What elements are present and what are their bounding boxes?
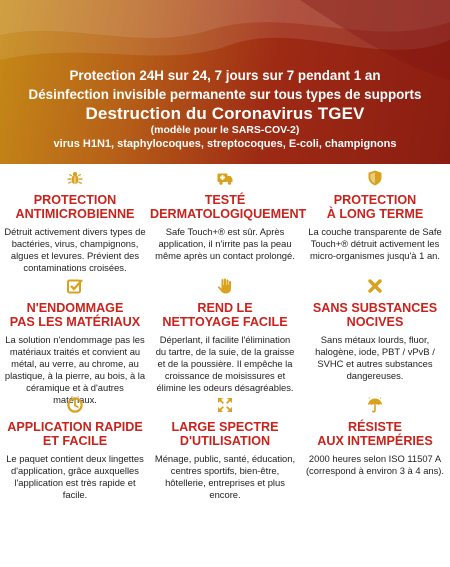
feature-title: TESTÉ DERMATOLOGIQUEMENT <box>150 193 307 221</box>
header-line-protection: Protection 24H sur 24, 7 jours sur 7 pendant 1 an <box>69 68 381 83</box>
feature-title: APPLICATION RAPIDE ET FACILE <box>7 420 143 448</box>
feature-title: PROTECTION À LONG TERME <box>326 193 424 221</box>
feature-description: Ménage, public, santé, éducation, centres sportifs, bien-être, hôtellerie, entreprises et plus encore. <box>154 453 296 500</box>
feature-description: Le paquet contient deux lingettes d'application, grâce auxquelles l'application est très rapide et facile. <box>6 453 144 500</box>
header-line-disinfection: Désinfection invisible permanente sur tous types de supports <box>28 87 422 102</box>
feature-application <box>0 397 150 501</box>
feature-description: Sans métaux lourds, fluor, halogène, iode, PBT / vPvB / SVHC et autres substances dangereuses. <box>315 334 435 381</box>
feature-title: LARGE SPECTRE D'UTILISATION <box>171 420 279 448</box>
feature-title: SANS SUBSTANCES NOCIVES <box>312 301 438 329</box>
shield-icon <box>367 170 383 186</box>
umbrella-icon <box>367 397 383 413</box>
feature-long-term <box>300 170 450 262</box>
cross-icon <box>367 278 383 294</box>
feature-dermatological <box>150 170 307 262</box>
feature-antimicrobial <box>0 170 150 274</box>
feature-title: RÉSISTE AUX INTEMPÉRIES <box>317 420 433 448</box>
header-banner <box>0 0 450 164</box>
feature-description: Déperlant, il facilite l'élimination du tartre, de la suie, de la graisse et de la poussière. Il empêche la croissance de moisissures et élimine les odeurs désagréables. <box>155 334 295 393</box>
feature-harmless <box>300 278 450 382</box>
header-line-model: (modèle pour le SARS-COV-2) <box>150 124 300 136</box>
feature-title: PROTECTION ANTIMICROBIENNE <box>15 193 135 221</box>
feature-description: La solution n'endommage pas les matériaux traités et convient au métal, au verre, au chrome, au plastique, à la pierre, au bois, à la céramique et à d'autres matériaux. <box>4 334 146 405</box>
feature-title: N'ENDOMMAGE PAS LES MATÉRIAUX <box>9 301 141 329</box>
hand-icon <box>217 278 233 294</box>
header-line-coronavirus: Destruction du Coronavirus TGEV <box>85 104 365 123</box>
checkbox-icon <box>67 278 83 294</box>
feature-description: 2000 heures selon ISO 11507 A (correspond à environ 3 à 4 ans). <box>305 453 445 476</box>
feature-description: La couche transparente de Safe Touch+® détruit activement les micro-organismes jusqu'à 1 an. <box>308 226 442 261</box>
expand-icon <box>217 397 233 413</box>
feature-description: Détruit activement divers types de bactéries, virus, champignons, algues et levures. Prévient des contaminations croisées. <box>4 226 146 273</box>
clock-icon <box>67 397 83 413</box>
header-line-pathogens: virus H1N1, staphylocoques, streptocoques, E-coli, champignons <box>53 138 397 150</box>
feature-spectrum <box>150 397 300 501</box>
feature-materials <box>0 278 150 406</box>
feature-weather <box>300 397 450 477</box>
feature-cleaning <box>150 278 300 394</box>
bug-icon <box>67 170 83 186</box>
feature-title: REND LE NETTOYAGE FACILE <box>162 301 288 329</box>
ambulance-icon <box>217 170 233 186</box>
feature-description: Safe Touch+® est sûr. Après application, il n'irrite pas la peau même après un contact prolongé. <box>155 226 295 261</box>
